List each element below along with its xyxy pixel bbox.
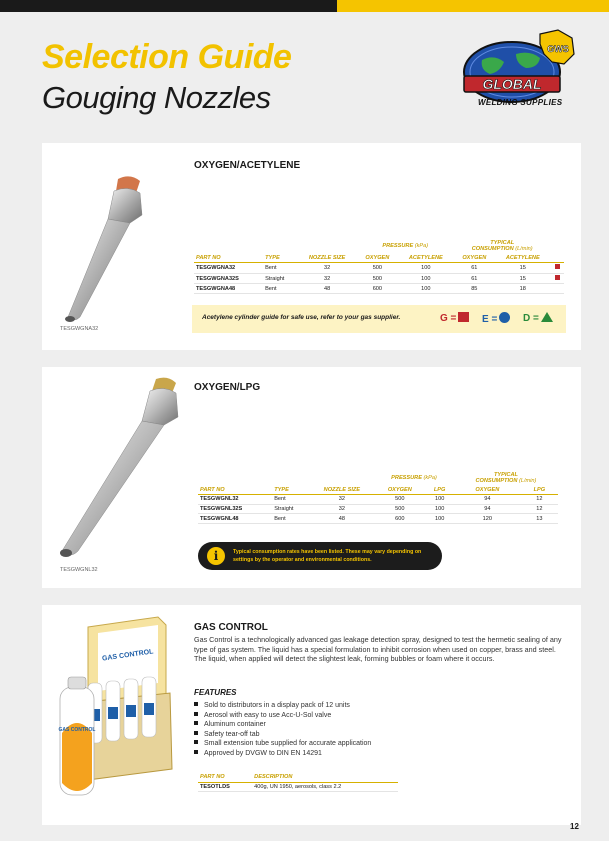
- logo-caption: WELDING SUPPLIES: [478, 98, 563, 107]
- lpg-image-caption: TESGWGNL32: [60, 567, 98, 573]
- gas-control-product-image: [48, 613, 188, 808]
- consumption-info-text: Typical consumption rates have been listed. These may vary depending on settings by the operator and environmental conditions.: [233, 549, 422, 563]
- list-item: Aerosol with easy to use Acc-U-Sol valve: [194, 711, 371, 721]
- table-row: TESGWGNA32S Straight 32 500 100 61 15: [194, 273, 564, 284]
- green-triangle-icon: [541, 312, 553, 322]
- list-item: Approved by DVGW to DIN EN 14291: [194, 749, 371, 759]
- section-title-gas-control: GAS CONTROL: [194, 622, 268, 633]
- logo-badge: GWS: [547, 44, 569, 54]
- list-item: Safety tear-off tab: [194, 730, 371, 740]
- features-title: FEATURES: [194, 688, 237, 697]
- table-row: TESGWGNA32 Bent 32 500 100 61 15: [194, 263, 564, 274]
- box-label: GAS CONTROL: [101, 648, 154, 663]
- section-title-acetylene: OXYGEN/ACETYLENE: [194, 160, 301, 171]
- legend-g: G =: [440, 312, 469, 324]
- top-bar-accent: [337, 0, 609, 12]
- page-subtitle: Gouging Nozzles: [42, 80, 271, 115]
- acetylene-image-caption: TESGWGNA32: [60, 326, 99, 332]
- list-item: Sold to distributors in a display pack of 12 units: [194, 701, 371, 711]
- table-row: TESOTLDS 400g, UN 1950, aerosols, class 2.2: [198, 782, 398, 792]
- blue-circle-icon: [499, 312, 510, 323]
- features-list: [194, 701, 371, 759]
- table-row: TESGWGNL32 Bent 32 500 100 94 12: [198, 495, 558, 505]
- page-number: 12: [570, 822, 579, 831]
- lpg-spec-table: PRESSURE (kPa) TYPICAL CONSUMPTION (L/min) PART NO TYPE NOZZLE SIZE OXYGEN LPG OXYGEN LPG TESGWGNL32 Bent 32 500 100 94 12 TESGWGNL32S Straight 32 500 100 94 12 TESGWGNL48 Bent 48 600 100 120 13: [198, 471, 558, 524]
- oxy-lpg-panel: [42, 367, 581, 588]
- legend-d: D =: [523, 312, 553, 324]
- gauge-g-icon: [555, 264, 560, 269]
- gas-control-panel: [42, 605, 581, 825]
- oxy-acetylene-panel: [42, 143, 581, 350]
- info-icon: i: [207, 547, 225, 565]
- list-item: Small extension tube supplied for accurate application: [194, 739, 371, 749]
- gas-control-spec-table: PART NO DESCRIPTION TESOTLDS 400g, UN 1950, aerosols, class 2.2: [198, 773, 398, 792]
- cylinder-guide-note: [192, 305, 566, 333]
- logo-wordmark: GLOBAL: [482, 76, 542, 92]
- page-title: Selection Guide: [42, 38, 292, 76]
- acetylene-spec-table: PRESSURE (kPa) TYPICAL CONSUMPTION (L/min) PART NO TYPE NOZZLE SIZE OXYGEN ACETYLENE OXYGEN ACETYLENE TESGWGNA32 Bent 32 500 100 61 15 TESGWGNA32S Straight 32 500 100 61 15 TESGWGNA48 Bent 48 600 100 85 18: [194, 239, 564, 294]
- table-row: TESGWGNL32S Straight 32 500 100 94 12: [198, 504, 558, 514]
- table-row: TESGWGNA48 Bent 48 600 100 85 18: [194, 284, 564, 294]
- can-label: GAS CONTROL: [58, 727, 96, 733]
- red-square-icon: [458, 312, 469, 322]
- section-title-lpg: OXYGEN/LPG: [194, 382, 261, 393]
- lpg-nozzle-image: [48, 373, 198, 563]
- gauge-g-icon: [555, 275, 560, 280]
- table-row: TESGWGNL48 Bent 48 600 100 120 13: [198, 514, 558, 524]
- acetylene-nozzle-image: [48, 171, 168, 331]
- gas-control-description: Gas Control is a technologically advanced gas leakage detection spray, designed to test the hermetic sealing of any type of gas system. The liquid has a special formulation to inhibit corrosion when used on copper, brass and steel. The liquid, when applied will detect the slightest leak, forming bubbles or foam where it occurs.: [194, 635, 562, 664]
- list-item: Aluminum container: [194, 720, 371, 730]
- legend-e: E =: [482, 312, 510, 325]
- cylinder-guide-text: Acetylene cylinder guide for safe use, refer to your gas supplier.: [202, 314, 401, 321]
- consumption-info-banner: [198, 542, 442, 570]
